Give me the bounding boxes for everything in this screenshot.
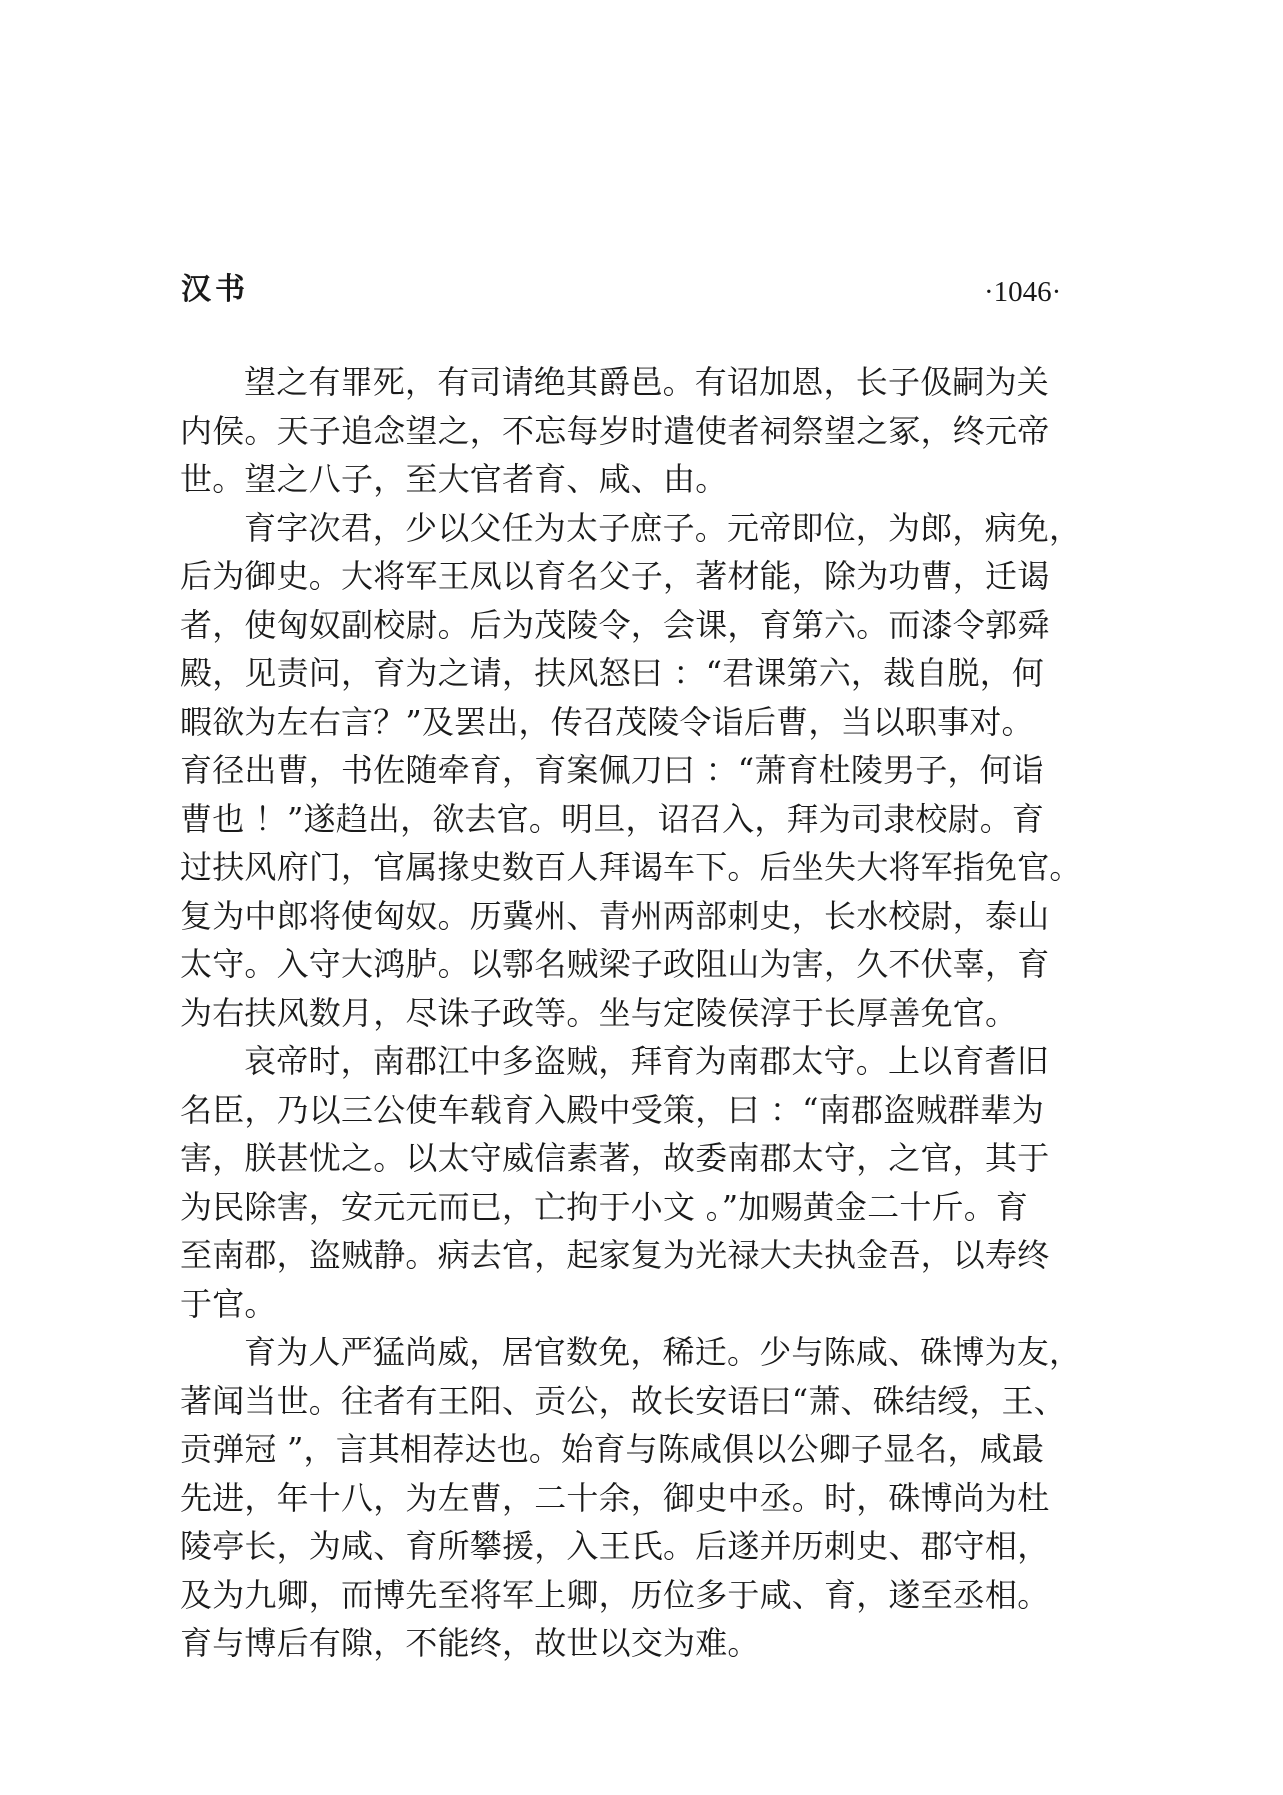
text-line: 复为中郎将使匈奴。历冀州、青州两部刺史，长水校尉，泰山 xyxy=(180,896,1050,935)
text-line: 贡弹冠 ”，言其相荐达也。始育与陈咸俱以公卿子显名，咸最 xyxy=(180,1430,1045,1468)
paragraph xyxy=(180,1328,1100,1668)
text-line: 内侯。天子追念望之，不忘每岁时遣使者祠祭望之冢，终元帝 xyxy=(180,411,1050,450)
text-line: 名臣，乃以三公使车载育入殿中受策，曰 ：“南郡盗贼群辈为 xyxy=(180,1090,1045,1129)
text-line: 于官。 xyxy=(180,1284,277,1323)
paragraph xyxy=(180,358,1100,504)
text-line: 为右扶风数月，尽诛子政等。坐与定陵侯淳于长厚善免官。 xyxy=(180,993,1018,1032)
text-line: 太守。入守大鸿胪。以鄠名贼梁子政阻山为害，久不伏辜，育 xyxy=(180,945,1050,983)
text-line: 世。望之八子，至大官者育、咸、由。 xyxy=(180,460,728,498)
text-line: 暇欲为左右言？”及罢出，传召茂陵令诣后曹，当以职事对。 xyxy=(180,702,1034,741)
text-line: 后为御史。大将军王凤以育名父子，著材能，除为功曹，迁谒 xyxy=(180,557,1050,595)
text-line: 为民除害，安元元而已，亡拘于小文 。”加赐黄金二十斤。育 xyxy=(180,1187,1029,1226)
text-line: 者，使匈奴副校尉。后为茂陵令，会课，育第六。而漆令郭舜 xyxy=(180,605,1050,644)
text-line: 望之有罪死，有司请绝其爵邑。有诏加恩，长子伋嗣为关 xyxy=(244,363,1050,401)
text-line: 育字次君，少以父任为太子庶子。元帝即位，为郎，病免， xyxy=(244,508,1082,547)
text-line: 害，朕甚忧之。以太守威信素著，故委南郡太守，之官，其于 xyxy=(180,1139,1050,1177)
text-line: 先进，年十八，为左曹，二十余，御史中丞。时，硃博尚为杜 xyxy=(180,1478,1050,1517)
text-line: 及为九卿，而博先至将军上卿，历位多于咸、育，遂至丞相。 xyxy=(180,1575,1050,1614)
text-line: 至南郡，盗贼静。病去官，起家复为光禄大夫执金吾，以寿终 xyxy=(180,1236,1050,1274)
paragraph xyxy=(180,504,1100,1038)
body-text xyxy=(180,358,1100,1668)
text-line: 陵亭长，为咸、育所攀援，入王氏。后遂并历刺史、郡守相， xyxy=(180,1527,1050,1565)
text-line: 著闻当世。往者有王阳、贡公，故长安语曰“萧、硃结绶，王、 xyxy=(180,1381,1066,1420)
text-line: 哀帝时，南郡江中多盗贼，拜育为南郡太守。上以育耆旧 xyxy=(244,1042,1050,1080)
page-number: ·1046· xyxy=(984,276,1062,308)
text-line: 过扶风府门，官属掾史数百人拜谒车下。后坐失大将军指免官。 xyxy=(180,848,1082,886)
paragraph xyxy=(180,1037,1100,1328)
book-title: 汉书 xyxy=(181,272,249,307)
text-line: 殿，见责问，育为之请，扶风怒曰 ：“君课第六，裁自脱，何 xyxy=(180,654,1045,692)
text-line: 曹也 ！”遂趋出，欲去官。明旦，诏召入，拜为司隶校尉。育 xyxy=(180,799,1045,838)
text-line: 育为人严猛尚威，居官数免，稀迁。少与陈咸、硃博为友， xyxy=(244,1333,1082,1371)
text-line: 育径出曹，书佐随牵育，育案佩刀曰 ：“萧育杜陵男子，何诣 xyxy=(180,751,1045,789)
text-line: 育与博后有隙，不能终，故世以交为难。 xyxy=(180,1624,760,1662)
